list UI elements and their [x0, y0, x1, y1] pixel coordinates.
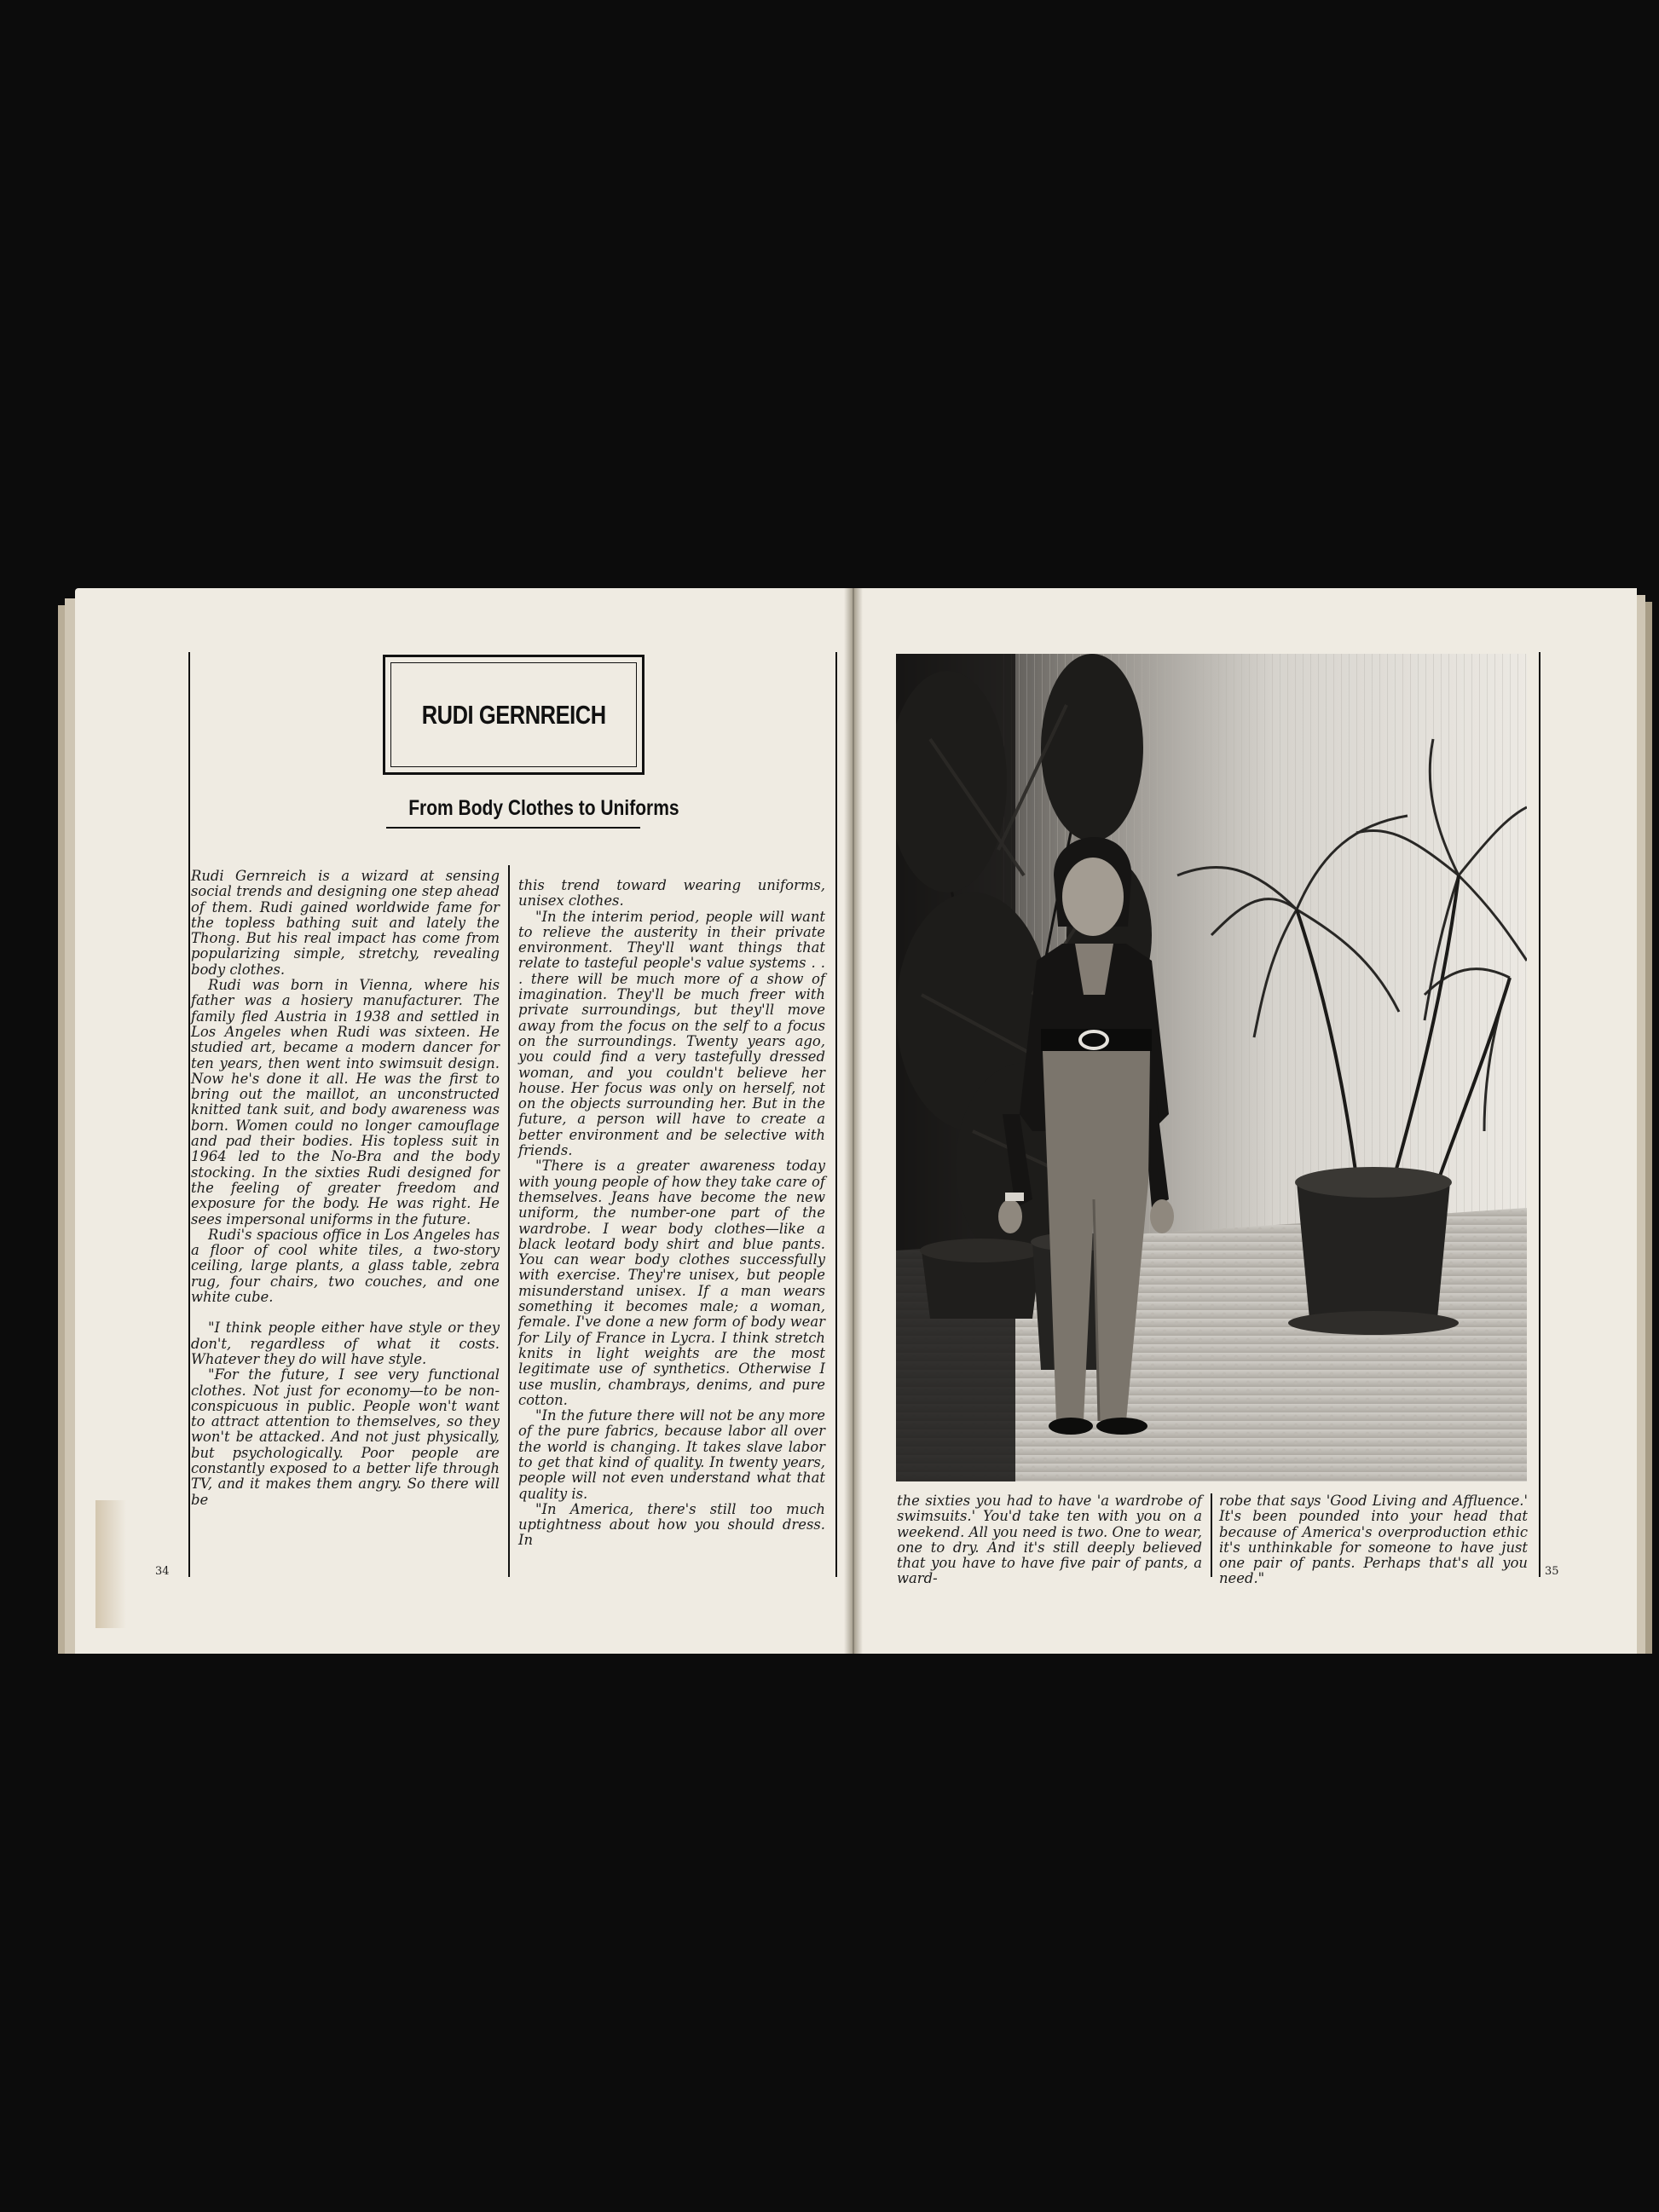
article-title: RUDI GERNREICH [421, 699, 606, 730]
paragraph: Rudi Gernreich is a wizard at sensing social trends and designing one step ahead of them. Rudi gained worldwide fame for the topless bathing suit and lately the Thong. But his real impact has come from popularizing simple, stretchy, revealing body clothes. [191, 868, 500, 978]
paragraph: "I think people either have style or they don't, regardless of what it costs. Whatever they do will have style. [191, 1320, 500, 1367]
title-inner-frame [390, 662, 637, 767]
text-column-1 [191, 869, 500, 1508]
text-column-4 [1219, 1493, 1528, 1587]
portrait-photo [896, 654, 1527, 1481]
right-outer-rule [1539, 652, 1540, 1577]
paragraph: robe that says 'Good Living and Affluence.' It's been pounded into your head that because of America's overproduction ethic it's unthinkable for someone to have just one pair of pants. Perhaps that's all you need." [1219, 1493, 1528, 1587]
page-number-right: 35 [1545, 1565, 1559, 1578]
title-box [383, 655, 645, 775]
left-column-rule [508, 865, 510, 1577]
paragraph: "There is a greater awareness today with young people of how they take care of themselves. Jeans have become the new uniform, the number-one part of the wardrobe. I wear body clothes—like a black leotard body shirt and blue pants. You can wear body clothes successfully with exercise. They're unisex, but people misunderstand unisex. If a man wears something it becomes male; a woman, female. I've done a new form of body wear for Lily of France in Lycra. I think stretch knits in light weights are the most legitimate use of synthetics. Otherwise I use muslin, chambrays, denims, and pure cotton. [518, 1158, 825, 1408]
text-column-2 [518, 878, 825, 1549]
paragraph: "In the interim period, people will want to relieve the austerity in their private environment. They'll want things that relate to tasteful people's value systems . . . there will be much more of a show of imagination. They'll be much freer with private surroundings, but they'll move away from the focus on the self to a focus on the surroundings. Twenty years ago, you could find a very tastefully dressed woman, and you couldn't believe her house. Her focus was only on herself, not on the objects surrounding her. But in the future, a person will have to create a better environment and be selective with friends. [518, 908, 825, 1159]
text-column-3 [897, 1493, 1202, 1587]
paragraph: "In America, there's still too much uptightness about how you should dress. In [518, 1500, 825, 1549]
paragraph: "In the future there will not be any more of the pure fabrics, because labor all over the world is changing. It takes slave labor to get that kind of quality. In twenty years, people will not even understand what that quality is. [518, 1407, 825, 1502]
paragraph: the sixties you had to have 'a wardrobe of swimsuits.' You'd take ten with you on a weekend. All you need is two. One to wear, one to dry. And it's still deeply believed that you have to have five pair of pants, a ward- [897, 1493, 1202, 1587]
subtitle-text: From Body Clothes to Uniforms [408, 796, 679, 820]
page-number-left: 34 [155, 1565, 170, 1578]
paragraph: this trend toward wearing uniforms, unisex clothes. [518, 877, 825, 910]
paragraph: Rudi was born in Vienna, where his father was a hosiery manufacturer. The family fled Austria in 1938 and settled in Los Angeles when Rudi was sixteen. He studied art, became a modern dancer for ten years, then went into swimsuit design. Now he's done it all. He was the first to bring out the maillot, an unconstructed knitted tank suit, and body awareness was born. Women could no longer camouflage and pad their bodies. His topless suit in 1964 led to the No-Bra and the body stocking. In the sixties Rudi designed for the feeling of greater freedom and exposure for the body. He was right. He sees impersonal uniforms in the future. [191, 977, 500, 1227]
photo-illustration [896, 654, 1527, 1481]
right-column-rule [1211, 1493, 1212, 1577]
page-stain [95, 1500, 126, 1628]
book-gutter [844, 588, 863, 1654]
subtitle-underline [386, 827, 640, 829]
article-subtitle [383, 796, 679, 821]
left-outer-rule [188, 652, 190, 1577]
left-inner-rule [835, 652, 837, 1577]
paragraph: Rudi's spacious office in Los Angeles has a floor of cool white tiles, a two-story ceiling, large plants, a glass table, zebra rug, four chairs, two couches, and one white cube. [191, 1226, 500, 1306]
paragraph: "For the future, I see very functional clothes. Not just for economy—to be non-conspicuous in public. People won't want to attract attention to themselves, so they won't be attacked. And not just physically, but psychologically. Poor people are constantly exposed to a better life through TV, and it makes them angry. So there will be [191, 1366, 500, 1508]
